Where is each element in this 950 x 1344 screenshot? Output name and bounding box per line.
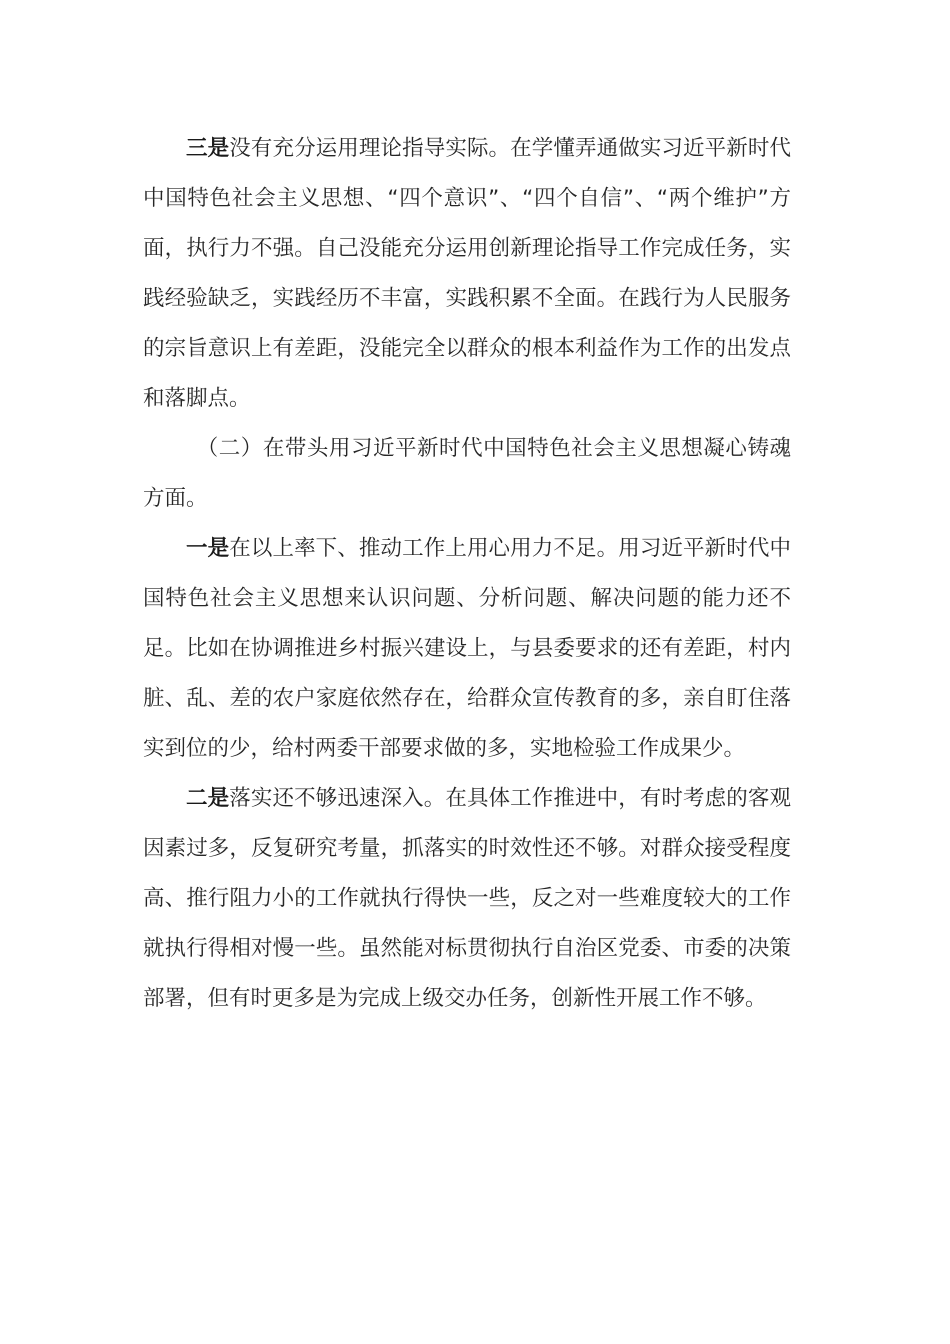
paragraph-text: 在以上率下、推动工作上用心用力不足。用习近平新时代中国特色社会主义思想来认识问题、分析问题、解决问题的能力还不足。比如在协调推进乡村振兴建设上，与县委要求的还有差距，村内脏、乱、差的农户家庭依然存在，给群众宣传教育的多，亲自盯住落实到位的少，给村两委干部要求做的多，实地检验工作成果少。: [143, 536, 791, 761]
paragraph-point-three: [143, 124, 791, 424]
paragraph-point-two: [143, 774, 791, 1024]
paragraph-text: 落实还不够迅速深入。在具体工作推进中，有时考虑的客观因素过多，反复研究考量，抓落实的时效性还不够。对群众接受程度高、推行阻力小的工作就执行得快一些，反之对一些难度较大的工作就执行得相对慢一些。虽然能对标贯彻执行自治区党委、市委的决策部署，但有时更多是为完成上级交办任务，创新性开展工作不够。: [143, 786, 791, 1011]
paragraph-lead: 二是: [186, 786, 230, 811]
section-heading: [143, 424, 791, 524]
paragraph-point-one: [143, 524, 791, 774]
paragraph-lead: 三是: [186, 136, 230, 161]
document-body: [143, 124, 791, 1024]
section-heading-text: （二）在带头用习近平新时代中国特色社会主义思想凝心铸魂方面。: [143, 436, 791, 511]
paragraph-text: 没有充分运用理论指导实际。在学懂弄通做实习近平新时代中国特色社会主义思想、“四个意识”、“四个自信”、“两个维护”方面，执行力不强。自己没能充分运用创新理论指导工作完成任务，实践经验缺乏，实践经历不丰富，实践积累不全面。在践行为人民服务的宗旨意识上有差距，没能完全以群众的根本利益作为工作的出发点和落脚点。: [143, 136, 791, 411]
paragraph-lead: 一是: [186, 536, 230, 561]
